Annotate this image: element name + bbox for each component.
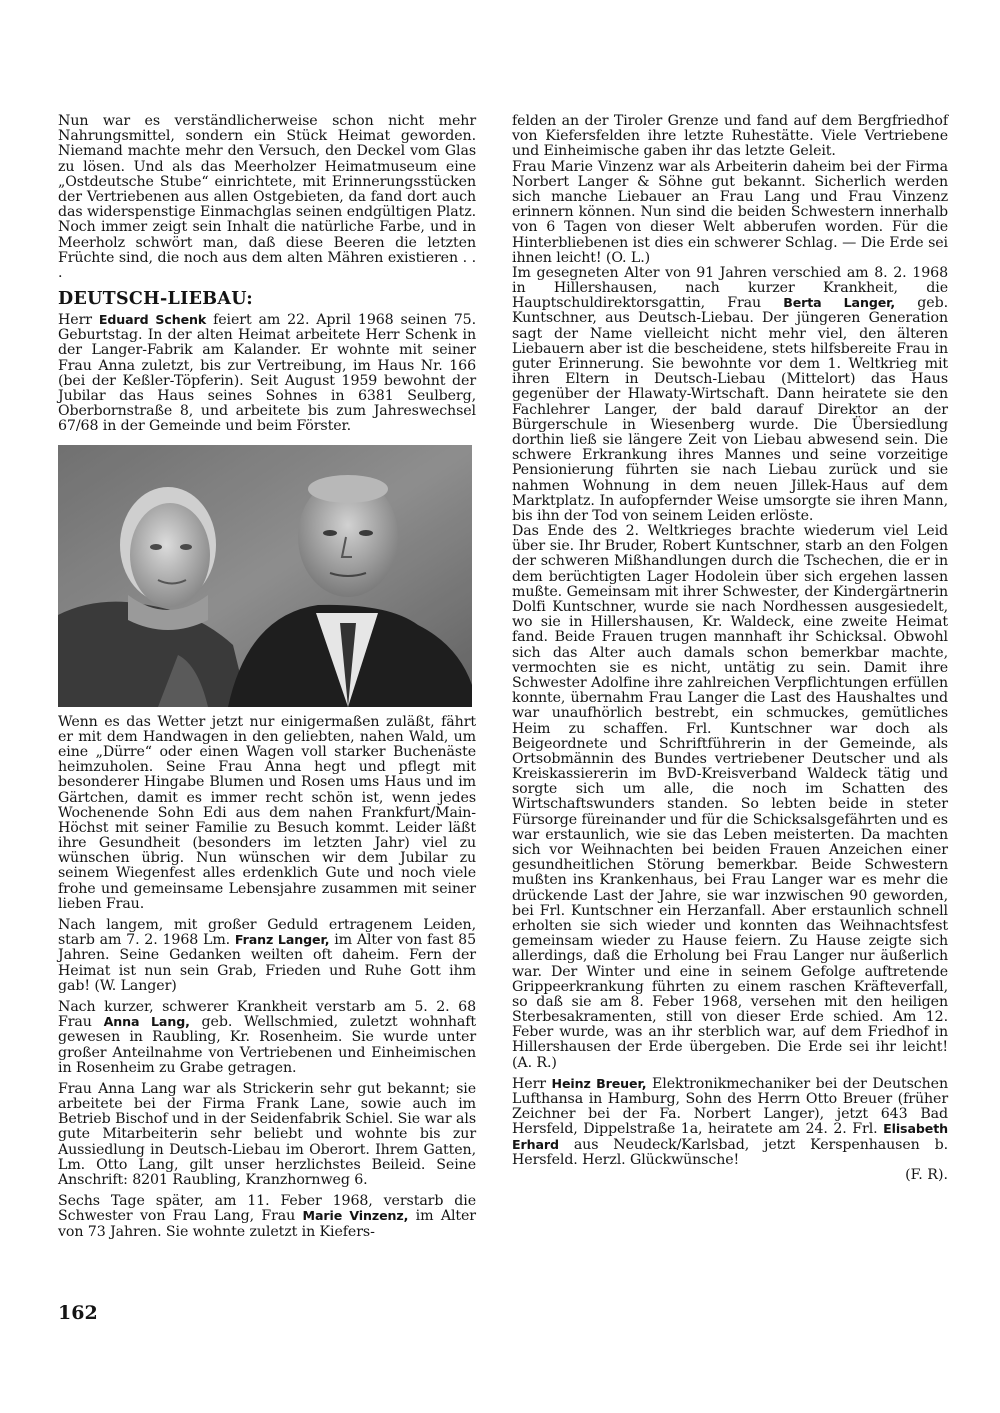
paragraph-franz-langer [58, 918, 476, 994]
paragraph-berta-langer [512, 266, 948, 524]
page-number: 162 [58, 1302, 98, 1324]
person-name: Berta Langer, [783, 295, 896, 311]
person-name: Anna Lang, [103, 1014, 190, 1030]
paragraph-kiefersfelden: felden an der Tiroler Grenze und fand auf dem Bergfriedhof von Kiefersfelden ihre letzte Ruhestätte. Viele Vertriebene und Einheimische gaben ihr das letzte Geleit. [512, 113, 948, 160]
paragraph-strickerin: Frau Anna Lang war als Strickerin sehr gut bekannt; sie arbeitete bei der Firma Frank Lane, sowie auch im Betrieb Bischof und in der Seidenfabrik Schiel. Sie war als gute Mitarbeiterin sehr beliebt und wohnte bis zur Aussiedlung in Deutsch-Liebau im Oberort. Ihrem Gatten, Lm. Otto Lang, gilt unser herzlichstes Beileid. Seine Anschrift: 8201 Raubling, Kranzhornweg 6. [58, 1080, 476, 1188]
text: geb. Kuntschner, aus Deutsch-Liebau. Der jüngeren Generation sagt der Name vielleicht nicht mehr viel, den älteren Liebauern aber ist die bescheidene, stets hilfsbereite Frau in guter Erinnerung. Sie bewohnte vor dem 1. Weltkrieg mit ihren Eltern in Deutsch-Liebau (Mittelort) das Haus gegenüber der Hlawaty-Wirtschaft. Dann heiratete sie den Fachlehrer Langer, der bald darauf Direktor an der Bürgerschule in Wiesenberg wurde. Die Übersiedlung dorthin ließ sie längere Zeit von Liebau abwesend sein. Die schwere Erkrankung ihres Mannes und seine vorzeitige Pensionierung führten sie nach Liebau zurück und sie nahmen Wohnung in dem neuen Jillek-Haus auf dem Marktplatz. In aufopfernder Weise umsorgte sie ihren Mann, bis ihn der Tod von seinem Leiden erlöste. [512, 295, 948, 524]
person-name: Marie Vinzenz, [302, 1208, 409, 1224]
portrait-photo [58, 445, 472, 707]
text: feiert am 22. April 1968 seinen 75. Geburtstag. In der alten Heimat arbeitete Herr Schenk in der Langer-Fabrik am Kalander. Er wohnte mit seiner Frau Anna zuletzt, bis zur Vertreibung, im Haus Nr. 166 (bei der Keßler-Töpferin). Seit August 1959 bewohnt der Jubilar das Haus seines Sohnes in 6381 Seulberg, Oberbornstraße 8, und arbeitete bis zum Jahreswechsel 67/68 in der Gemeinde und beim Förster. [58, 312, 476, 435]
paragraph-heinz-breuer [512, 1077, 948, 1168]
text: Sechs Tage später, am 11. Feber 1968, verstarb die Schwester von Frau Lang, Frau [58, 1193, 476, 1225]
author-initials: (F. R). [905, 1166, 948, 1183]
section-heading-deutsch-liebau: DEUTSCH-LIEBAU: [58, 289, 253, 310]
paragraph-wetter: Wenn es das Wetter jetzt nur einigermaßen zuläßt, fährt er mit dem Handwagen in den geliebten, nahen Wald, um eine „Dürre“ oder einen Wagen voll starker Buchenäste heimzuholen. Seine Frau Anna hegt und pflegt mit besonderer Hingabe Blumen und Rosen ums Haus und im Gärtchen, damit es immer recht schön ist, wenn jedes Wochenende Sohn Edi aus dem nahen Frankfurt/Main-Höchst mit seiner Familie zu Besuch kommt. Leider läßt ihre Gesundheit (besonders im letzten Jahr) viel zu wünschen übrig. Nun wünschen wir dem Jubilar zu seinem Wiegenfest alles erdenklich Gute und noch viele frohe und gemeinsame Lebensjahre zusammen mit seiner lieben Frau. [58, 713, 476, 912]
text: Herr [512, 1075, 552, 1092]
text: Im gesegneten Alter von 91 Jahren verschied am 8. 2. 1968 in Hillershausen, nach kurzer Krankheit, die Hauptschuldirektorsgattin, Frau [512, 264, 948, 312]
text: Nach langem, mit großer Geduld ertragenem Leiden, starb am 7. 2. 1968 Lm. [58, 917, 476, 949]
paragraph-einmachglas: Nun war es verständlicherweise schon nicht mehr Nahrungsmittel, sondern ein Stück Heimat geworden. Niemand machte mehr den Versuch, den Deckel vom Glas zu lösen. Und als das Meerholzer Heimatmuseum eine „Ostdeutsche Stube“ einrichtete, mit Erinnerungsstücken der Vertriebenen aus allen Ostgebieten, da fand dort auch das widerspenstige Einmachglas seinen endgültigen Platz. Noch immer zeigt sein Inhalt die natürliche Farbe, und in Meerholz schwört man, daß diese Beeren die letzten Früchte sind, die noch aus dem alten Mähren existieren . . . [58, 113, 476, 281]
text: Herr [58, 312, 99, 329]
person-name: Heinz Breuer, [551, 1075, 647, 1091]
text: im Alter von 73 Jahren. Sie wohnte zuletzt in Kiefers- [58, 1208, 476, 1240]
paragraph-anna-lang [58, 1000, 476, 1076]
text: Elektronikmechaniker bei der Deutschen Lufthansa in Hamburg, Sohn des Herrn Otto Breuer (früher Zeichner bei der Fa. Norbert Langer), jetzt 643 Bad Hersfeld, Dippelstraße 1a, heiratete am 24. 2. Frl. [512, 1075, 948, 1138]
person-name: Eduard Schenk [98, 312, 207, 328]
person-name: Franz Langer, [234, 932, 330, 948]
paragraph-vinzenz-arbeiterin: Frau Marie Vinzenz war als Arbeiterin daheim bei der Firma Norbert Langer & Söhne gut bekannt. Sicherlich werden sich manche Liebauer an Frau Lang und Frau Vinzenz erinnern können. Nun sind die beiden Schwestern innerhalb von 6 Tagen von dieser Welt abberufen worden. Für die Hinterbliebenen ist dies ein schwerer Schlag. — Die Erde sei ihnen leicht! (O. L.) [512, 158, 948, 266]
text: Nach kurzer, schwerer Krankheit verstarb am 5. 2. 68 Frau [58, 998, 476, 1031]
text: geb. Wellschmied, zuletzt wohnhaft gewesen in Raubling, Kr. Rosenheim. Sie wurde unter großer Anteilnahme von Vertriebenen und Einheimischen in Rosenheim zu Grabe getragen. [58, 1014, 476, 1076]
paragraph-eduard-schenk [58, 313, 476, 435]
text: im Alter von fast 85 Jahren. Seine Gedanken weilten oft daheim. Fern der Heimat ist nun sein Grab, Frieden und Ruhe Gott ihm gab! (W. Langer) [58, 932, 476, 994]
left-column [58, 114, 476, 1240]
right-column [512, 114, 948, 1183]
paragraph-marie-vinzenz [58, 1194, 476, 1240]
text: aus Neudeck/Karlsbad, jetzt Kerspenhausen b. Hersfeld. Herzl. Glückwünsche! [512, 1136, 948, 1168]
paragraph-weltkrieg: Das Ende des 2. Weltkrieges brachte wiederum viel Leid über sie. Ihr Bruder, Robert Kuntschner, starb an den Folgen der schweren Mißhandlungen durch die Tschechen, die er in dem berüchtigten Lager Hodolein über sich ergehen lassen mußte. Gemeinsam mit ihrer Schwester, der Kindergärtnerin Dolfi Kuntschner, wurde sie nach Nordhessen ausgesiedelt, wo sie in Hillershausen, Kr. Waldeck, eine zweite Heimat fand. Beide Frauen trugen mannhaft ihr Schicksal. Obwohl sich das Alter auch damals schon bemerkbar machte, vermochten sie es nicht, untätig zu sein. Damit ihre Schwester Adolfine ihre zahlreichen Verpflichtungen erfüllen konnte, übernahm Frau Langer die Last des Haushaltes und war unaufhörlich bestrebt, ein schmuckes, gemütliches Heim zu schaffen. Frl. Kuntschner war doch als Beigeordnete und Schriftführerin in der Gemeinde, als Ortsobmännin des Bundes vertriebener Deutscher und als Kreiskassiererin im BvD-Kreisverband Waldeck tätig und sorgte sich um alle, die noch im Schatten des Wirtschaftswunders standen. So lebten beide in steter Fürsorge füreinander und für die Schicksalsgefährten und es war erstaunlich, wie sie das Leben meisterten. Da machten sich vor Weihnachten bei beiden Frauen Anzeichen einer gesundheitlichen Störung bemerkbar. Beide Schwestern mußten ins Krankenhaus, bei Frau Langer war es mehr die drückende Last der Jahre, sie war inzwischen 90 geworden, bei Frl. Kuntschner ein Herzanfall. Aber erstaunlich schnell erholten sie sich wieder und konnten das Weihnachtsfest gemeinsam wieder zu Hause feiern. Zu Hause zeigte sich allerdings, daß die Erholung bei Frau Langer nur äußerlich war. Der Winter und eine in seinem Gefolge auftretende Grippeerkrankung führten zu einem raschen Kräfteverfall, so daß sie am 8. Feber 1968, versehen mit den heiligen Sterbesakramenten, still von dieser Erde schied. Am 12. Feber wurde, was an ihr sterblich war, auf dem Friedhof in Hillershausen der Erde übergeben. Die Erde sei ihr leicht! (A. R.) [512, 523, 948, 1071]
person-name: Elisabeth Erhard [512, 1121, 948, 1152]
